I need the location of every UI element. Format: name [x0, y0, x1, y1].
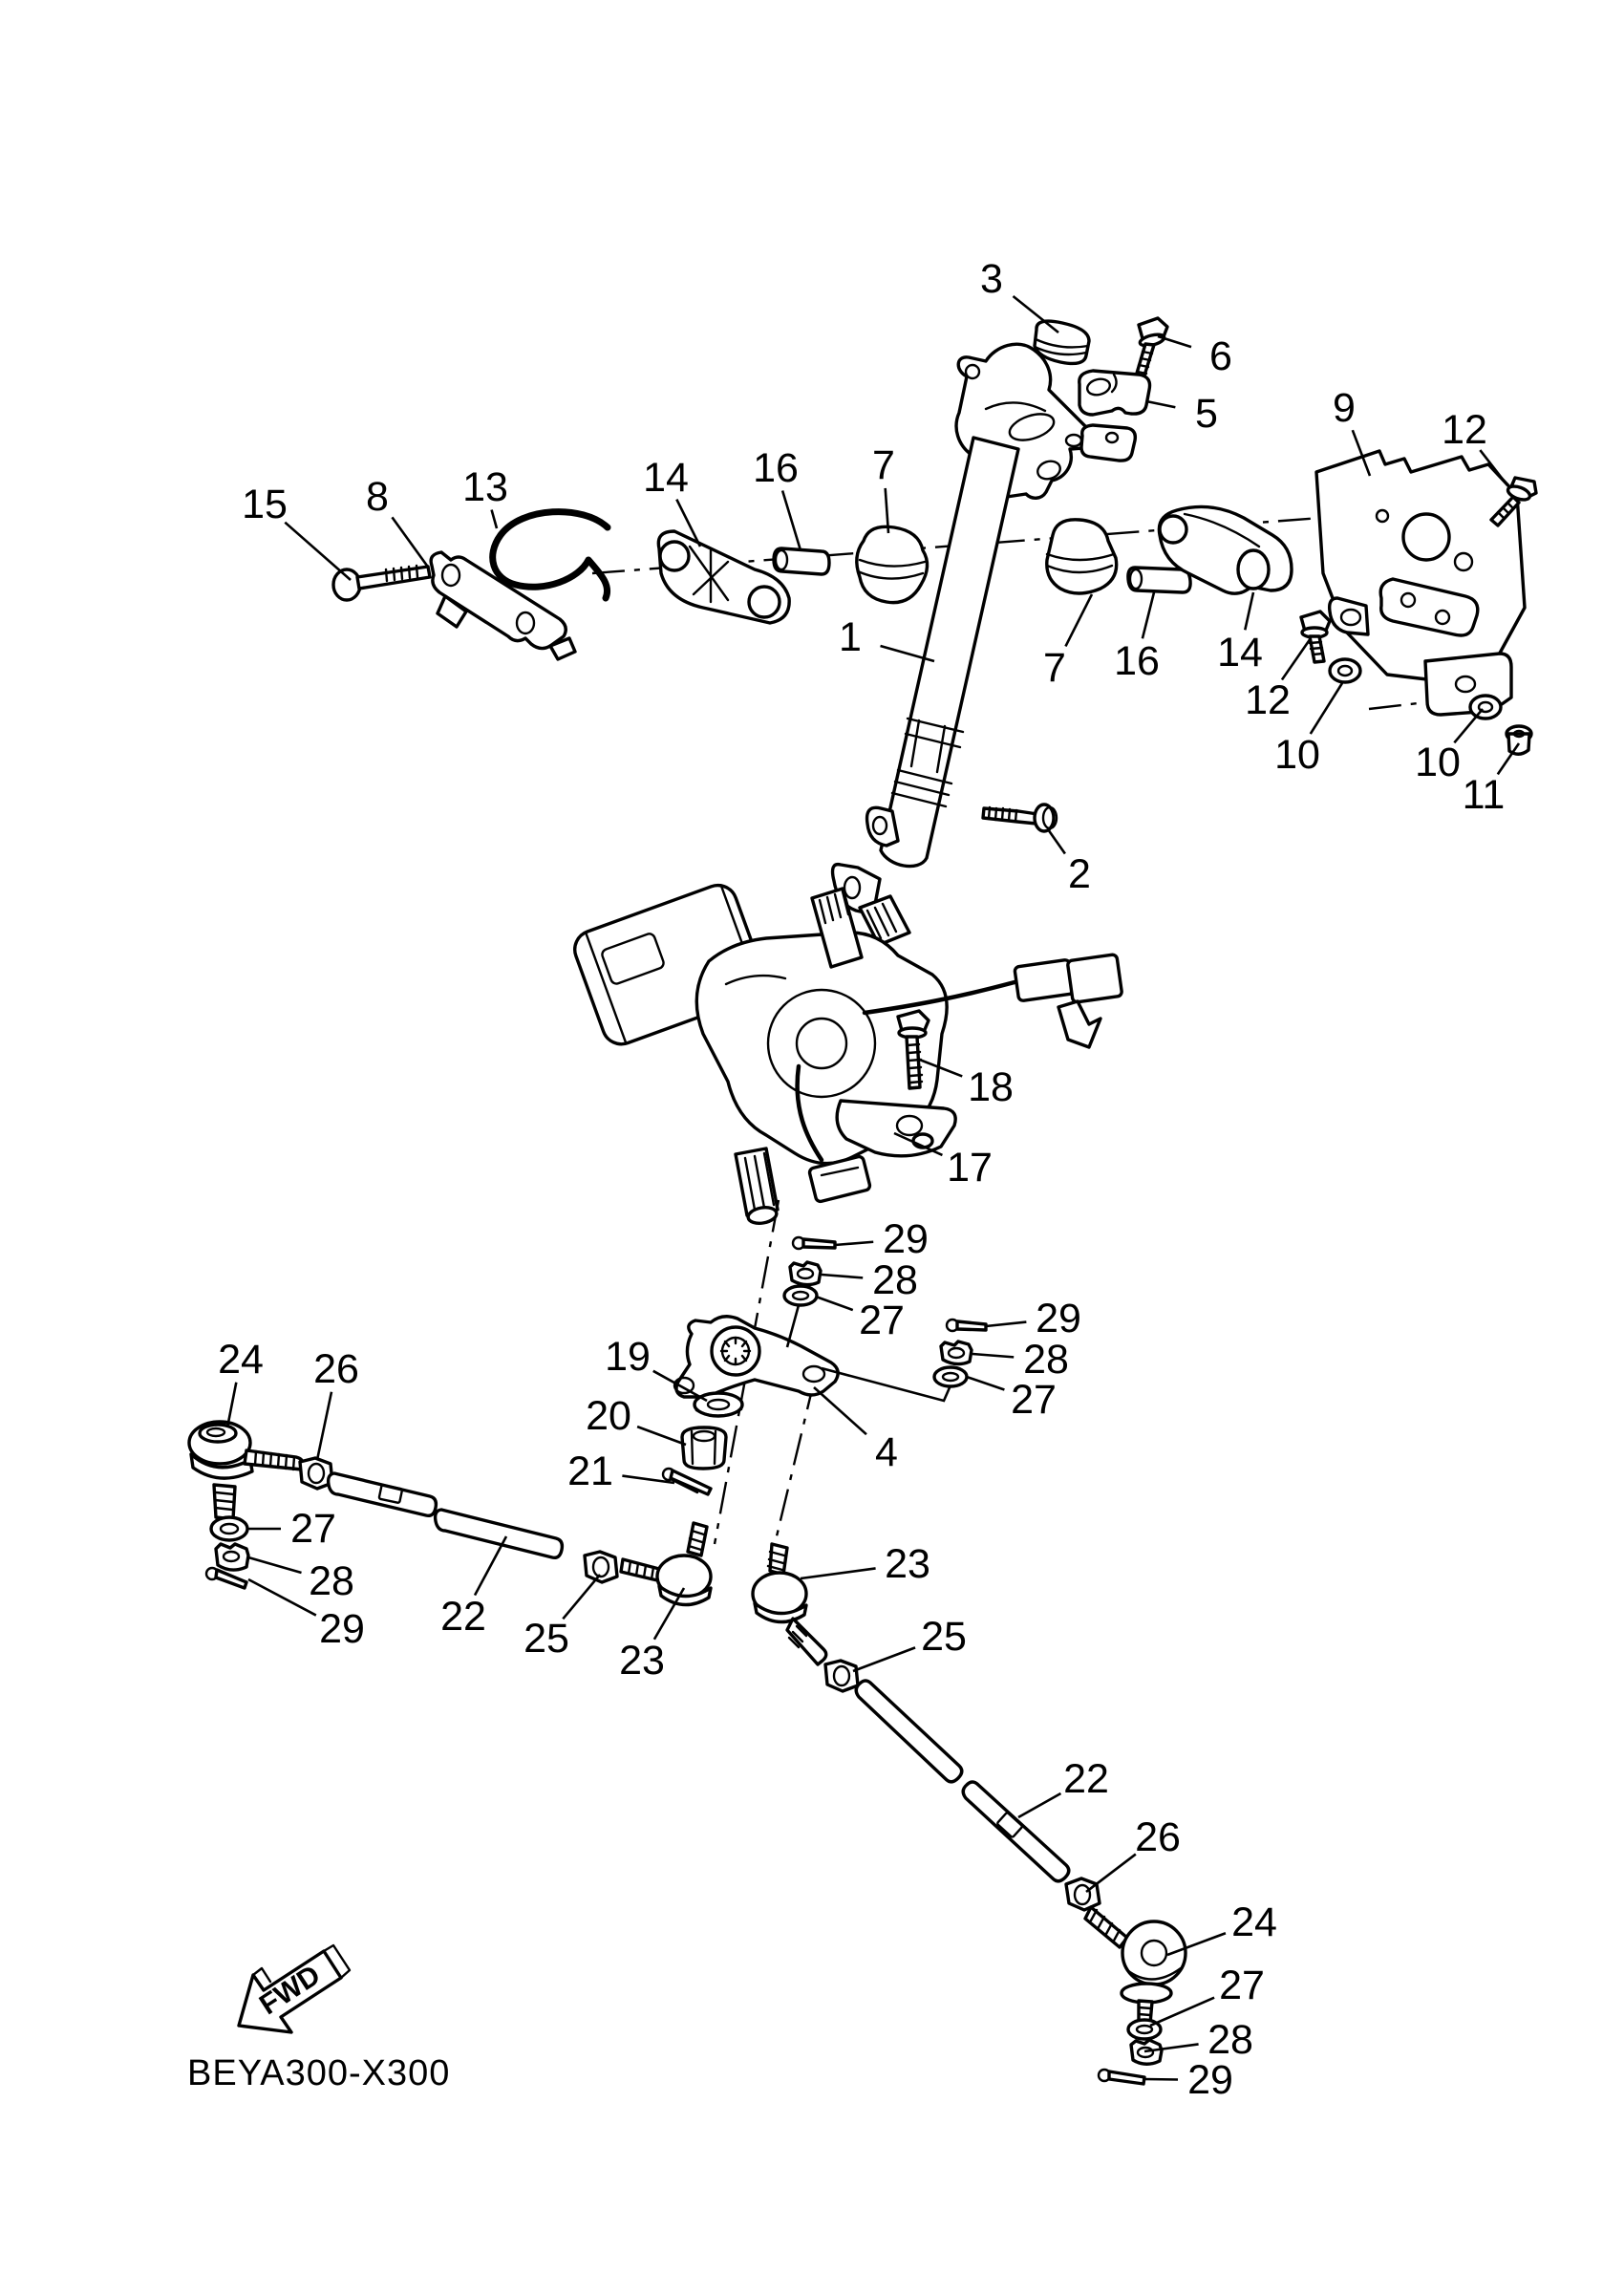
callout-28: 28	[1207, 2017, 1253, 2063]
callout-26: 26	[313, 1346, 359, 1392]
callout-23: 23	[885, 1541, 930, 1587]
callout-10: 10	[1415, 740, 1461, 785]
assembly-axis-line	[776, 1378, 815, 1540]
column-cap-illustration	[1035, 321, 1089, 363]
callout-16: 16	[1114, 638, 1160, 684]
callout-29: 29	[319, 1606, 365, 1652]
cotter-pin-29-right-illustration	[947, 1320, 986, 1331]
callout-25: 25	[921, 1614, 967, 1660]
callout-7: 7	[1043, 645, 1066, 691]
nut-20-illustration	[682, 1427, 726, 1469]
tie-rod-22-lower-illustration	[856, 1681, 1069, 1881]
leader-line	[475, 1536, 506, 1596]
leader-line	[816, 1297, 853, 1310]
cotter-pin-29-bottom-left-illustration	[206, 1568, 246, 1588]
bushing-16-left-illustration	[774, 548, 829, 574]
tie-rod-22-left-illustration	[329, 1473, 563, 1557]
callout-27: 27	[859, 1298, 905, 1343]
callout-21: 21	[567, 1448, 613, 1494]
tie-rod-end-24-left-illustration	[189, 1422, 303, 1519]
callout-17: 17	[947, 1145, 993, 1191]
castle-nut-28-bottom-left-illustration	[216, 1544, 248, 1570]
callout-24: 24	[218, 1337, 264, 1383]
washer-27-left-illustration	[784, 1286, 817, 1305]
holder-14-left-illustration	[658, 531, 789, 623]
leader-line	[248, 1579, 316, 1616]
callout-9: 9	[1333, 385, 1356, 431]
callout-23: 23	[619, 1638, 665, 1684]
damper-7-left-illustration	[857, 526, 928, 602]
callout-8: 8	[366, 474, 389, 520]
leader-line	[1282, 638, 1311, 679]
pitman-arm-illustration	[674, 1317, 838, 1397]
leader-line	[822, 1275, 863, 1277]
washer-27-bottom-left-illustration	[211, 1517, 247, 1540]
leader-line	[1144, 2079, 1178, 2080]
callout-6: 6	[1209, 333, 1232, 379]
callout-22: 22	[1063, 1756, 1109, 1802]
steering-column-illustration	[867, 438, 1018, 867]
ball-joint-23-right-illustration	[753, 1544, 826, 1664]
leader-line	[853, 1647, 915, 1671]
callout-7: 7	[872, 442, 895, 488]
callout-28: 28	[309, 1558, 354, 1604]
fwd-arrow	[239, 1945, 350, 2032]
callout-14: 14	[1217, 630, 1263, 676]
tie-rod-end-24-lower-illustration	[1085, 1907, 1186, 2024]
grommet-11-illustration	[1506, 726, 1531, 754]
castle-nut-28-right-illustration	[941, 1341, 972, 1364]
callout-24: 24	[1231, 1899, 1277, 1945]
callout-25: 25	[524, 1616, 569, 1662]
nut-25-right-illustration	[825, 1661, 858, 1691]
fwd-label: FWD	[254, 1959, 327, 2022]
leader-line	[814, 1387, 866, 1434]
leader-line	[492, 510, 497, 528]
callout-26: 26	[1135, 1814, 1181, 1860]
callout-27: 27	[290, 1506, 336, 1552]
leader-line	[1018, 1793, 1060, 1817]
leader-line	[317, 1392, 331, 1460]
leader-line	[1245, 592, 1253, 630]
callout-19: 19	[605, 1334, 651, 1380]
callout-5: 5	[1195, 391, 1218, 437]
callout-12: 12	[1442, 407, 1487, 453]
leader-line	[972, 1354, 1014, 1357]
leader-line	[563, 1575, 600, 1619]
castle-nut-28-left-illustration	[790, 1262, 821, 1285]
leader-line	[1086, 1855, 1136, 1892]
bolt-12-lower-illustration	[1301, 612, 1330, 662]
ball-joint-23-left-illustration	[621, 1523, 711, 1605]
callout-11: 11	[1462, 772, 1506, 818]
bolt-15-illustration	[333, 566, 430, 600]
callout-12: 12	[1245, 677, 1291, 723]
cotter-pin-29-left-illustration	[793, 1237, 835, 1249]
callout-14: 14	[643, 455, 689, 501]
leader-line	[1048, 829, 1065, 853]
leader-line	[801, 1568, 876, 1578]
callout-28: 28	[872, 1257, 918, 1303]
leader-line	[986, 1322, 1026, 1326]
callout-4: 4	[875, 1429, 898, 1475]
clamp-bolt-illustration	[1136, 318, 1167, 378]
callout-29: 29	[1187, 2057, 1233, 2103]
nut-26-lower-illustration	[1066, 1878, 1100, 1910]
callout-22: 22	[440, 1594, 486, 1640]
spring-13-illustration	[493, 512, 608, 598]
pinch-bolt-illustration	[983, 805, 1057, 831]
leader-line	[248, 1557, 302, 1573]
leader-line	[782, 490, 801, 550]
callout-1: 1	[839, 614, 862, 660]
callout-20: 20	[586, 1393, 631, 1439]
leader-line	[392, 517, 427, 566]
nut-25-left-illustration	[585, 1552, 617, 1582]
callout-18: 18	[968, 1064, 1014, 1110]
leader-line	[1143, 592, 1154, 638]
leader-line	[637, 1427, 686, 1445]
leader-line	[1065, 594, 1092, 646]
handlebar-clamp-illustration	[1079, 371, 1150, 461]
washer-10-right-illustration	[1470, 696, 1501, 719]
callout-15: 15	[242, 482, 288, 527]
callout-29: 29	[883, 1216, 929, 1262]
callout-3: 3	[980, 256, 1003, 302]
connector-line	[822, 1368, 951, 1401]
leader-line	[227, 1383, 236, 1427]
leader-line	[967, 1377, 1004, 1390]
callout-13: 13	[462, 464, 508, 510]
cotter-pin-29-bottom-right-illustration	[1099, 2070, 1144, 2084]
callout-10: 10	[1274, 732, 1320, 778]
bushing-16-right-illustration	[1128, 568, 1190, 592]
callout-29: 29	[1036, 1296, 1081, 1341]
leader-line	[835, 1242, 873, 1245]
bracket-8-illustration	[431, 552, 575, 659]
callout-27: 27	[1219, 1963, 1265, 2008]
callout-28: 28	[1023, 1337, 1069, 1383]
washer-10-left-illustration	[1330, 659, 1360, 682]
callout-16: 16	[753, 445, 799, 491]
part-code: BEYA300-X300	[187, 2053, 451, 2093]
leader-line	[1311, 683, 1342, 734]
leader-line	[285, 523, 351, 580]
washer-27-right-illustration	[934, 1367, 967, 1386]
leader-line	[1146, 401, 1175, 407]
callout-2: 2	[1068, 851, 1091, 897]
callout-27: 27	[1011, 1377, 1057, 1423]
damper-7-right-illustration	[1047, 520, 1117, 593]
